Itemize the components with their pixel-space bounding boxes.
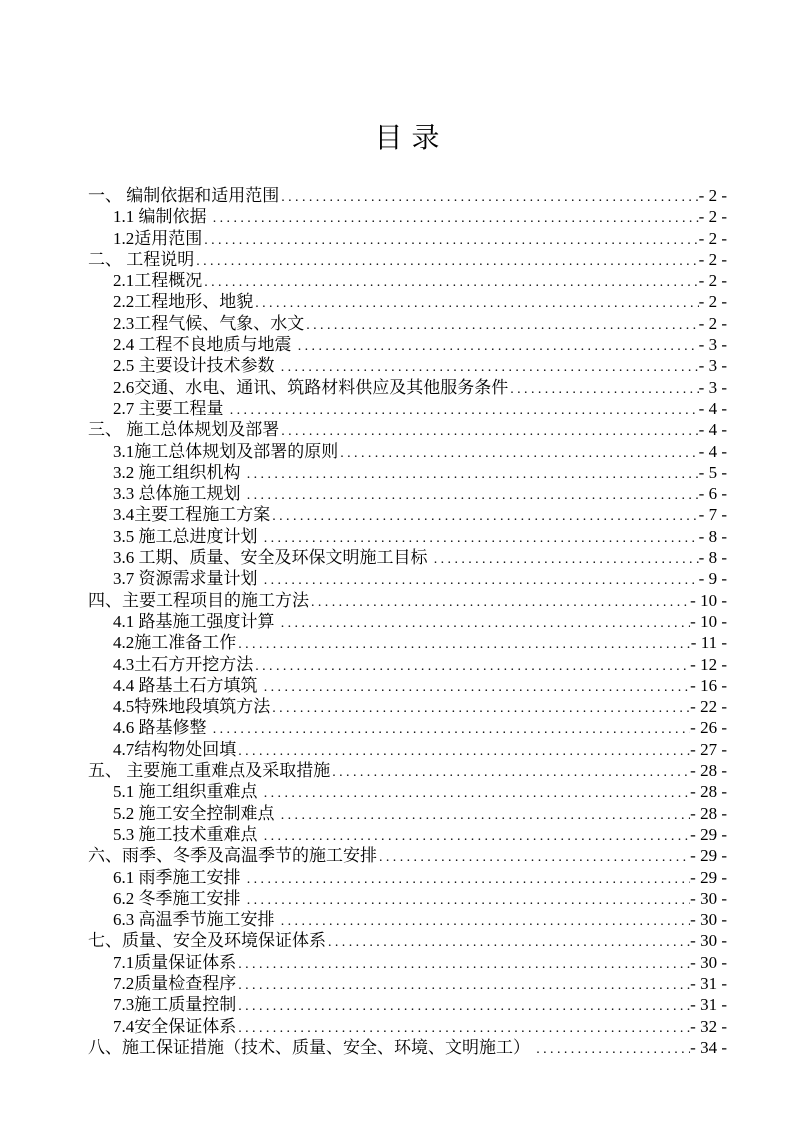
- toc-leader-dots: [326, 932, 690, 951]
- toc-entry-label: 3.4主要工程施工方案: [113, 505, 271, 525]
- toc-entry[interactable]: [88, 249, 727, 270]
- toc-page-number: - 30 -: [690, 931, 727, 951]
- toc-page-number: - 3 -: [698, 356, 727, 376]
- toc-leader-dots: [228, 400, 699, 419]
- toc-entry[interactable]: [88, 867, 727, 888]
- toc-leader-dots: [330, 762, 690, 781]
- toc-entry-label: 7.4安全保证体系: [113, 1016, 237, 1036]
- toc-page-number: - 3 -: [698, 335, 727, 355]
- toc-entry[interactable]: [88, 675, 727, 696]
- toc-entry-label: 2.4 工程不良地质与地震: [113, 335, 296, 355]
- toc-entry[interactable]: [88, 1037, 727, 1058]
- toc-leader-dots: [262, 570, 699, 589]
- toc-leader-dots: [262, 826, 690, 845]
- toc-leader-dots: [279, 613, 690, 632]
- toc-entry-label: 7.3施工质量控制: [113, 995, 237, 1015]
- toc-entry[interactable]: [88, 504, 727, 525]
- toc-leader-dots: [338, 443, 698, 462]
- toc-leader-dots: [309, 592, 690, 611]
- toc-leader-dots: [236, 634, 691, 653]
- toc-entry[interactable]: [88, 441, 727, 462]
- toc-page-number: - 28 -: [690, 761, 727, 781]
- toc-page-number: - 28 -: [690, 782, 727, 802]
- toc-page-number: - 27 -: [690, 739, 727, 759]
- toc-entry[interactable]: [88, 909, 727, 930]
- toc-page-number: - 2 -: [698, 228, 727, 248]
- toc-entry[interactable]: [88, 377, 727, 398]
- toc-entry[interactable]: [88, 398, 727, 419]
- toc-entry[interactable]: [88, 888, 727, 909]
- toc-leader-dots: [211, 719, 690, 738]
- toc-entry[interactable]: [88, 781, 727, 802]
- toc-title: 目 录: [374, 123, 441, 154]
- toc-leader-dots: [202, 230, 698, 249]
- toc-page-number: - 34 -: [690, 1037, 727, 1057]
- toc-leader-dots: [304, 315, 698, 334]
- toc-page-number: - 2 -: [698, 207, 727, 227]
- toc-entry-label: 五、 主要施工重难点及采取措施: [88, 761, 331, 781]
- toc-entry-label: 6.2 冬季施工安排: [113, 888, 245, 908]
- toc-leader-dots: [296, 336, 699, 355]
- toc-entry-label: 3.6 工期、质量、安全及环保文明施工目标: [113, 548, 432, 568]
- toc-entry-label: 七、质量、安全及环境保证体系: [88, 931, 326, 951]
- toc-entry-label: 6.1 雨季施工安排: [113, 867, 245, 887]
- toc-page-number: - 6 -: [698, 484, 727, 504]
- toc-entry[interactable]: [88, 654, 727, 675]
- toc-page-number: - 30 -: [690, 888, 727, 908]
- toc-entry-label: 三、 施工总体规划及部署: [88, 420, 280, 440]
- toc-entry[interactable]: [88, 760, 727, 781]
- toc-leader-dots: [279, 421, 698, 440]
- toc-page-number: - 28 -: [690, 803, 727, 823]
- toc-entry[interactable]: [88, 930, 727, 951]
- table-of-contents: [88, 185, 727, 1058]
- toc-page-number: - 30 -: [690, 952, 727, 972]
- toc-entry[interactable]: [88, 739, 727, 760]
- toc-page-number: - 10 -: [690, 611, 727, 631]
- toc-page-number: - 4 -: [698, 420, 727, 440]
- toc-entry[interactable]: [88, 803, 727, 824]
- toc-page-number: - 9 -: [698, 569, 727, 589]
- toc-page-number: - 16 -: [690, 675, 727, 695]
- toc-leader-dots: [211, 208, 699, 227]
- toc-leader-dots: [236, 975, 690, 994]
- toc-leader-dots: [253, 293, 698, 312]
- toc-entry-label: 二、 工程说明: [88, 249, 195, 269]
- toc-leader-dots: [432, 549, 699, 568]
- toc-entry-label: 3.5 施工总进度计划: [113, 526, 262, 546]
- toc-entry[interactable]: [88, 1016, 727, 1037]
- toc-page-number: - 4 -: [698, 441, 727, 461]
- toc-page-number: - 8 -: [698, 526, 727, 546]
- toc-entry[interactable]: [88, 611, 727, 632]
- toc-entry[interactable]: [88, 696, 727, 717]
- toc-leader-dots: [245, 869, 690, 888]
- toc-entry[interactable]: [88, 824, 727, 845]
- toc-entry-label: 5.2 施工安全控制难点: [113, 803, 279, 823]
- toc-page-number: - 4 -: [698, 398, 727, 418]
- toc-page-number: - 2 -: [698, 292, 727, 312]
- toc-entry-label: 4.6 路基修整: [113, 718, 211, 738]
- toc-leader-dots: [245, 464, 699, 483]
- toc-entry-label: 2.7 主要工程量: [113, 398, 228, 418]
- toc-entry[interactable]: [88, 185, 727, 206]
- toc-page-number: - 8 -: [698, 548, 727, 568]
- toc-entry[interactable]: [88, 845, 727, 866]
- toc-entry[interactable]: [88, 228, 727, 249]
- toc-entry-label: 八、施工保证措施（技术、质量、安全、环境、文明施工）: [88, 1037, 535, 1057]
- toc-entry[interactable]: [88, 334, 727, 355]
- toc-entry-label: 4.5特殊地段填筑方法: [113, 697, 271, 717]
- toc-leader-dots: [279, 357, 699, 376]
- toc-page-number: - 3 -: [698, 377, 727, 397]
- toc-page-number: - 2 -: [698, 313, 727, 333]
- toc-entry-label: 4.1 路基施工强度计算: [113, 611, 279, 631]
- toc-entry-label: 4.4 路基土石方填筑: [113, 675, 262, 695]
- toc-page-number: - 29 -: [690, 867, 727, 887]
- toc-entry-label: 一、 编制依据和适用范围: [88, 186, 280, 205]
- toc-entry-label: 六、雨季、冬季及高温季节的施工安排: [88, 846, 377, 866]
- toc-leader-dots: [508, 379, 698, 398]
- toc-entry[interactable]: [88, 355, 727, 376]
- toc-leader-dots: [253, 656, 690, 675]
- toc-entry-label: 6.3 高温季节施工安排: [113, 910, 279, 930]
- toc-entry[interactable]: [88, 952, 727, 973]
- toc-leader-dots: [236, 996, 690, 1015]
- toc-leader-dots: [534, 1039, 690, 1058]
- toc-entry-label: 3.1施工总体规划及部署的原则: [113, 441, 339, 461]
- toc-entry-label: 5.3 施工技术重难点: [113, 824, 262, 844]
- toc-entry[interactable]: [88, 973, 727, 994]
- toc-page-number: - 30 -: [690, 910, 727, 930]
- toc-entry-label: 7.2质量检查程序: [113, 973, 237, 993]
- toc-entry-label: 2.5 主要设计技术参数: [113, 356, 279, 376]
- toc-leader-dots: [194, 251, 698, 270]
- toc-leader-dots: [279, 805, 690, 824]
- toc-entry-label: 1.2适用范围: [113, 228, 203, 248]
- toc-entry[interactable]: [88, 717, 727, 738]
- toc-entry-label: 3.3 总体施工规划: [113, 484, 245, 504]
- toc-leader-dots: [270, 698, 690, 717]
- toc-leader-dots: [279, 187, 698, 206]
- toc-entry[interactable]: [88, 270, 727, 291]
- toc-entry[interactable]: [88, 206, 727, 227]
- toc-page-number: - 2 -: [698, 249, 727, 269]
- toc-entry[interactable]: [88, 568, 727, 589]
- toc-page-number: - 29 -: [690, 846, 727, 866]
- toc-entry-label: 4.3土石方开挖方法: [113, 654, 254, 674]
- toc-page-number: - 7 -: [698, 505, 727, 525]
- toc-leader-dots: [262, 783, 690, 802]
- toc-page-number: - 11 -: [690, 633, 727, 653]
- toc-page-number: - 29 -: [690, 824, 727, 844]
- toc-entry[interactable]: [88, 526, 727, 547]
- toc-entry[interactable]: [88, 419, 727, 440]
- toc-leader-dots: [202, 272, 698, 291]
- toc-leader-dots: [262, 677, 690, 696]
- toc-entry[interactable]: [88, 483, 727, 504]
- toc-leader-dots: [279, 911, 690, 930]
- toc-entry-label: 5.1 施工组织重难点: [113, 782, 262, 802]
- toc-page-number: - 5 -: [698, 462, 727, 482]
- toc-page-number: - 31 -: [690, 995, 727, 1015]
- toc-leader-dots: [236, 1018, 690, 1037]
- toc-entry-label: 1.1 编制依据: [113, 207, 211, 227]
- toc-entry[interactable]: [88, 994, 727, 1015]
- toc-entry[interactable]: [88, 590, 727, 611]
- toc-entry[interactable]: [88, 632, 727, 653]
- toc-page-number: - 22 -: [690, 697, 727, 717]
- toc-entry[interactable]: [88, 313, 727, 334]
- toc-leader-dots: [245, 485, 699, 504]
- toc-leader-dots: [270, 506, 698, 525]
- toc-entry-label: 3.7 资源需求量计划: [113, 569, 262, 589]
- toc-entry-label: 2.1工程概况: [113, 271, 203, 291]
- toc-page-number: - 26 -: [690, 718, 727, 738]
- toc-entry-label: 7.1质量保证体系: [113, 952, 237, 972]
- toc-entry[interactable]: [88, 462, 727, 483]
- toc-entry[interactable]: [88, 547, 727, 568]
- toc-page-number: - 2 -: [698, 271, 727, 291]
- toc-page-number: - 2 -: [698, 186, 727, 205]
- toc-page-number: - 32 -: [690, 1016, 727, 1036]
- toc-entry-label: 2.2工程地形、地貌: [113, 292, 254, 312]
- toc-leader-dots: [262, 528, 699, 547]
- toc-entry[interactable]: [88, 291, 727, 312]
- toc-entry-label: 2.6交通、水电、通讯、筑路材料供应及其他服务条件: [113, 377, 509, 397]
- toc-entry-label: 四、主要工程项目的施工方法: [88, 590, 309, 610]
- toc-page-number: - 10 -: [690, 590, 727, 610]
- toc-entry-label: 3.2 施工组织机构: [113, 462, 245, 482]
- toc-leader-dots: [236, 954, 690, 973]
- toc-leader-dots: [377, 847, 690, 866]
- toc-entry-label: 2.3工程气候、气象、水文: [113, 313, 305, 333]
- toc-page-number: - 31 -: [690, 973, 727, 993]
- toc-leader-dots: [236, 741, 690, 760]
- toc-page-number: - 12 -: [690, 654, 727, 674]
- toc-entry-label: 4.7结构物处回填: [113, 739, 237, 759]
- toc-entry-label: 4.2施工准备工作: [113, 633, 237, 653]
- toc-leader-dots: [245, 890, 690, 909]
